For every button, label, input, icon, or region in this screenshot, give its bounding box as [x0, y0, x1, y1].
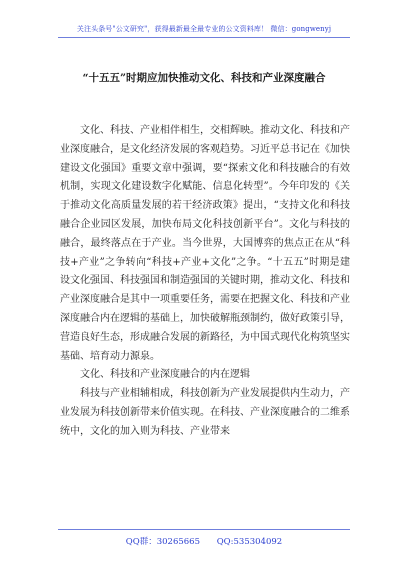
- section-heading: 文化、科技和产业深度融合的内在逻辑: [80, 369, 250, 381]
- document-body: [60, 122, 350, 442]
- footer-contact: [0, 535, 408, 547]
- footer-qq-group: QQ群：30265665: [125, 537, 200, 547]
- footer-divider: [58, 529, 350, 530]
- header-divider: [58, 37, 350, 38]
- body-paragraph: 文化、科技、产业相伴相生，交相辉映。推动文化、科技和产业深度融合，是文化经济发展的客观趋势。习近平总书记在《加快建设文化强国》重要文章中强调，要“探索文化和科技融合的有效机制，实现文化建设数字化赋能、信息化转型”。今年印发的《关于推动文化高质量发展的若干经济政策》提出，“支持文化和科技融合企业园区发展，加快布局文化科技创新平台”。文化与科技的融合，最终落点在于产业。当今世界，大国博弈的焦点正在从“科技+产业”之争转向“科技+产业+文化”之争。“十五五”时期是建设文化强国、科技强国和制造强国的关键时期，推动文化、科技和产业深度融合是其中一项重要任务，需要在把握文化、科技和产业深度融合内在逻辑的基础上，加快破解瓶颈制约，做好政策引导，营造良好生态，形成融合发展的新路径，为中国式现代化构筑坚实基础、培育动力源泉。: [60, 125, 350, 362]
- header-watermark-text: 关注头条号"公文研究"，获得最新最全最专业的公文资料库！ 微信：gongwenyj: [76, 25, 332, 33]
- footer-qq: QQ:535304092: [216, 537, 283, 547]
- document-title: “十五五”时期应加快推动文化、科技和产业深度融合: [82, 72, 326, 84]
- body-paragraph: 科技与产业相辅相成，科技创新为产业发展提供内生动力，产业发展为科技创新带来价值实现。在科技、产业深度融合的二维系统中，文化的加入则为科技、产业带来: [60, 388, 350, 437]
